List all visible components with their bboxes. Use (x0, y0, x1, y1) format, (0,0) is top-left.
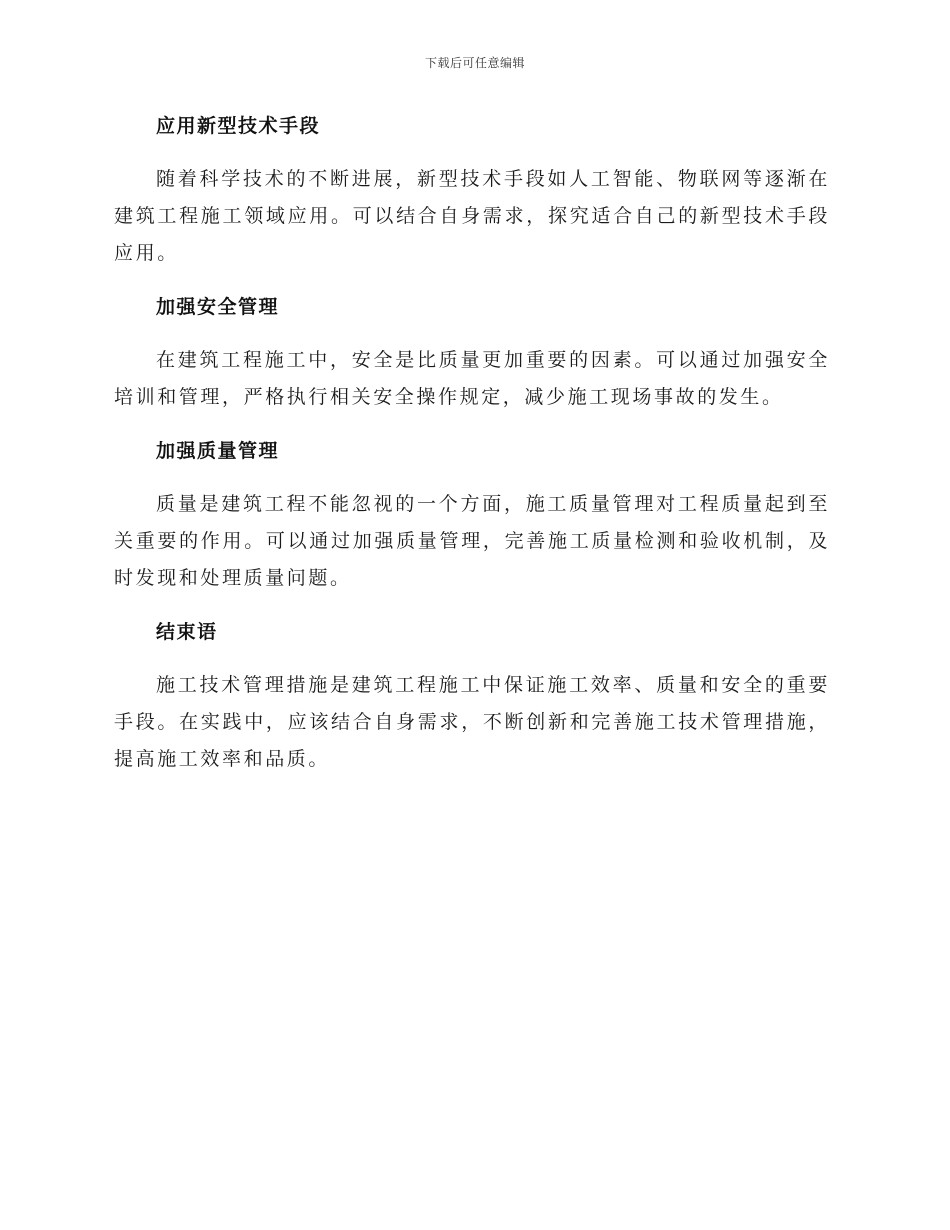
header-note: 下载后可任意编辑 (424, 56, 525, 70)
section-paragraph-safety-management: 在建筑工程施工中，安全是比质量更加重要的因素。可以通过加强安全培训和管理，严格执行相关安全操作规定，减少施工现场事故的发生。 (114, 349, 830, 408)
document-body (114, 108, 830, 778)
section-heading-safety-management: 加强安全管理 (156, 296, 280, 318)
section-heading-new-technology: 应用新型技术手段 (156, 115, 321, 137)
section-paragraph-new-technology: 随着科学技术的不断进展，新型技术手段如人工智能、物联网等逐渐在建筑工程施工领域应用。可以结合自身需求，探究适合自己的新型技术手段应用。 (114, 168, 830, 264)
section-paragraph-conclusion: 施工技术管理措施是建筑工程施工中保证施工效率、质量和安全的重要手段。在实践中，应该结合自身需求，不断创新和完善施工技术管理措施，提高施工效率和品质。 (114, 674, 830, 770)
section-paragraph-quality-management: 质量是建筑工程不能忽视的一个方面，施工质量管理对工程质量起到至关重要的作用。可以通过加强质量管理，完善施工质量检测和验收机制，及时发现和处理质量问题。 (114, 493, 830, 589)
section-heading-quality-management: 加强质量管理 (156, 440, 280, 462)
section-heading-conclusion: 结束语 (156, 621, 218, 643)
